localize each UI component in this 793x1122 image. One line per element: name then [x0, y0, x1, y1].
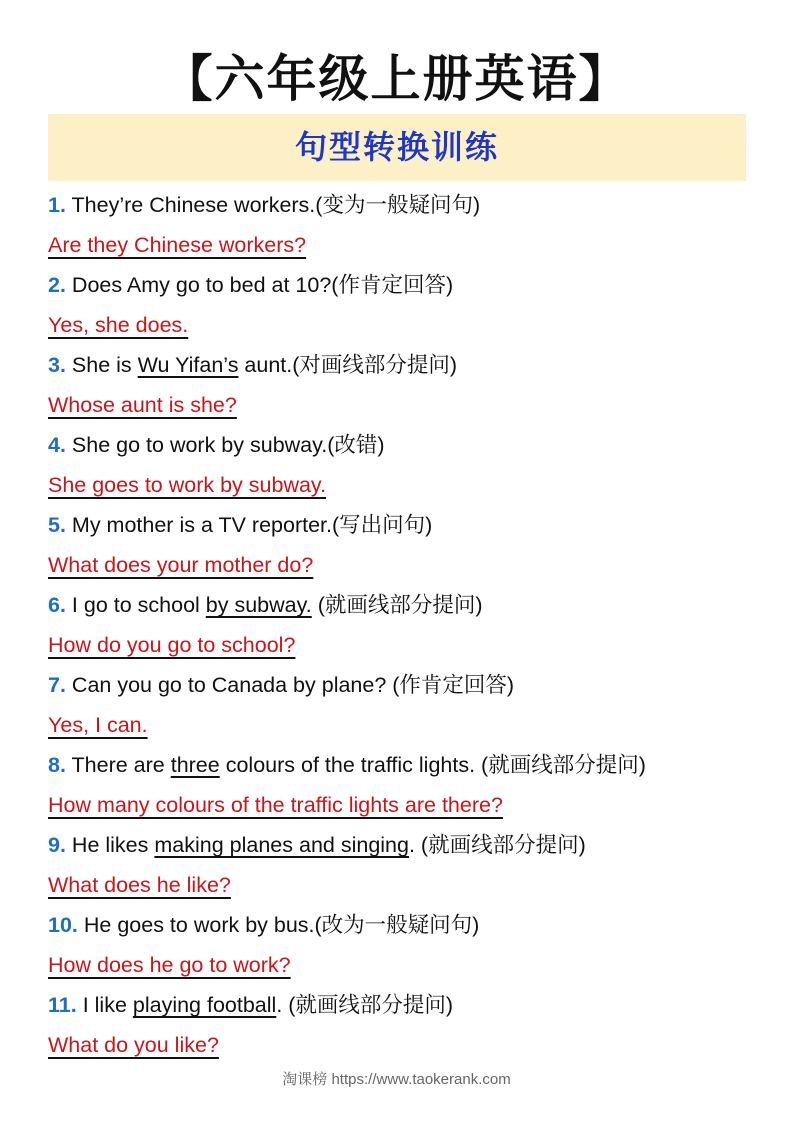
question-number: 2.	[48, 273, 66, 297]
question-text: I like	[82, 993, 133, 1017]
question-text: aunt.(对画线部分提问)	[238, 353, 458, 377]
answer-9	[48, 865, 768, 905]
question-text: Can you go to Canada by plane? (作肯定回答)	[71, 673, 515, 697]
answer-3	[48, 385, 768, 425]
question-text: She is	[71, 353, 138, 377]
answer-text: Whose aunt is she?	[48, 393, 237, 417]
footer-watermark: 淘课榜 https://www.taokerank.com	[282, 1071, 511, 1088]
answer-text: Yes, she does.	[48, 313, 189, 337]
answer-1	[48, 225, 768, 265]
question-6	[48, 585, 768, 625]
answer-2	[48, 305, 768, 345]
answer-text: What does your mother do?	[48, 553, 314, 577]
question-number: 8.	[48, 753, 66, 777]
question-number: 1.	[48, 193, 66, 217]
question-5	[48, 505, 768, 545]
answer-10	[48, 945, 768, 985]
question-1	[48, 185, 768, 225]
question-2	[48, 265, 768, 305]
question-11	[48, 985, 768, 1025]
answer-text: She goes to work by subway.	[48, 473, 327, 497]
subtitle-band	[48, 114, 746, 181]
question-number: 10.	[48, 913, 78, 937]
answer-7	[48, 705, 768, 745]
page-title: 【六年级上册英语】	[162, 49, 631, 108]
answer-text: How does he go to work?	[48, 953, 291, 977]
question-9	[48, 825, 768, 865]
question-text: She go to work by subway.(改错)	[71, 433, 385, 457]
question-text: colours of the traffic lights. (就画线部分提问)	[219, 753, 646, 777]
question-number: 6.	[48, 593, 66, 617]
answer-text: How do you go to school?	[48, 633, 296, 657]
question-text: I go to school	[71, 593, 206, 617]
question-3	[48, 345, 768, 385]
question-text: (就画线部分提问)	[311, 593, 483, 617]
answer-text: Yes, I can.	[48, 713, 148, 737]
question-10	[48, 905, 768, 945]
underlined-phrase: three	[170, 753, 220, 777]
answer-4	[48, 465, 768, 505]
question-number: 3.	[48, 353, 66, 377]
question-text: There are	[71, 753, 171, 777]
underlined-phrase: by subway.	[205, 593, 312, 617]
answer-text: What do you like?	[48, 1033, 219, 1057]
question-text: . (就画线部分提问)	[276, 993, 454, 1017]
question-4	[48, 425, 768, 465]
answer-text: How many colours of the traffic lights are there?	[48, 793, 503, 817]
answer-6	[48, 625, 768, 665]
underlined-phrase: making planes and singing	[154, 833, 409, 857]
answer-8	[48, 785, 768, 825]
question-number: 5.	[48, 513, 66, 537]
question-number: 4.	[48, 433, 66, 457]
answer-text: Are they Chinese workers?	[48, 233, 307, 257]
question-text: My mother is a TV reporter.(写出问句)	[71, 513, 433, 537]
page-subtitle: 句型转换训练	[294, 128, 499, 166]
underlined-phrase: playing football	[132, 993, 277, 1017]
question-text: He likes	[71, 833, 155, 857]
question-text: They’re Chinese workers.(变为一般疑问句)	[71, 193, 481, 217]
answer-11	[48, 1025, 768, 1065]
question-7	[48, 665, 768, 705]
answer-5	[48, 545, 768, 585]
question-8	[48, 745, 768, 785]
question-number: 9.	[48, 833, 66, 857]
question-number: 11.	[48, 993, 77, 1017]
question-number: 7.	[48, 673, 66, 697]
exercise-list	[48, 185, 768, 1065]
question-text: He goes to work by bus.(改为一般疑问句)	[83, 913, 480, 937]
question-text: . (就画线部分提问)	[408, 833, 586, 857]
question-text: Does Amy go to bed at 10?(作肯定回答)	[71, 273, 454, 297]
underlined-phrase: Wu Yifan’s	[137, 353, 239, 377]
answer-text: What does he like?	[48, 873, 231, 897]
